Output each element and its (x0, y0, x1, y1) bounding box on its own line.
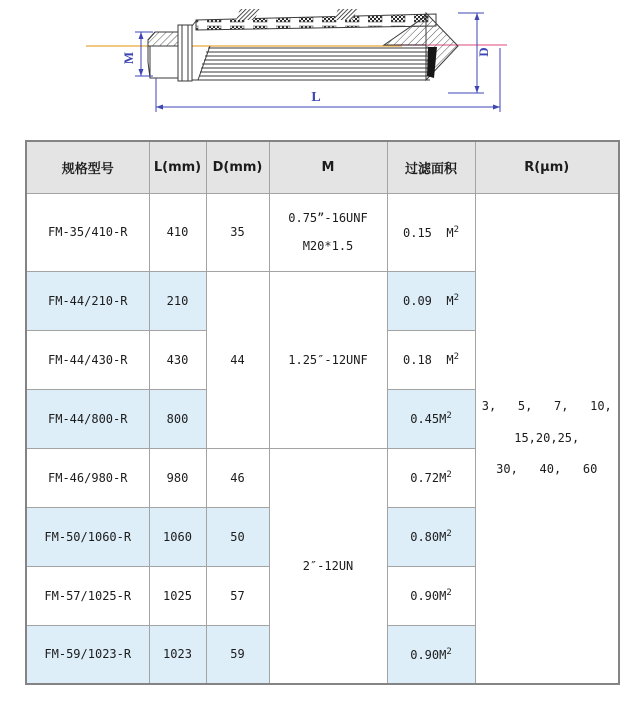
dim-label-l: L (311, 90, 321, 105)
l-cell: 800 (149, 389, 206, 448)
spec-table (25, 140, 620, 685)
dim-label-m: M (121, 51, 136, 65)
area-sup: 2 (446, 588, 452, 598)
area-sup: 2 (446, 529, 452, 539)
area-value: 0.15 M (403, 225, 454, 240)
m-cell-merged: 2″-12UN (269, 448, 387, 684)
area-value: 0.90M (410, 589, 447, 603)
l-cell: 1060 (149, 507, 206, 566)
dim-label-d: D (476, 47, 491, 57)
area-sup: 2 (453, 293, 459, 303)
l-cell: 980 (149, 448, 206, 507)
pleats (198, 46, 430, 80)
filter-cartridge-drawing (0, 0, 634, 138)
l-cell: 1025 (149, 566, 206, 625)
area-sup: 2 (446, 646, 452, 657)
d-cell: 50 (206, 507, 269, 566)
l-cell: 1023 (149, 625, 206, 684)
model-cell: FM-46/980-R (26, 448, 149, 507)
area-cell (387, 625, 475, 684)
header-model: 规格型号 (26, 141, 149, 193)
area-value: 0.45M (410, 412, 447, 426)
area-cell (387, 389, 475, 448)
area-sup: 2 (453, 352, 459, 362)
area-cell (387, 448, 475, 507)
r-line: 15,20,25, (514, 430, 580, 445)
perforated-band (196, 14, 436, 30)
d-cell-merged: 44 (206, 271, 269, 448)
dim-d (448, 13, 491, 93)
area-value: 0.09 M (403, 294, 454, 308)
d-cell: 35 (206, 193, 269, 271)
header-l: L(mm) (149, 141, 206, 193)
header-row (26, 141, 619, 193)
end-fitting (148, 21, 198, 81)
header-d: D(mm) (206, 141, 269, 193)
area-sup: 2 (446, 470, 452, 480)
m-cell (269, 193, 387, 271)
thread-spec: M20*1.5 (302, 239, 354, 253)
m-cell-merged: 1.25″-12UNF (269, 271, 387, 448)
filter-drawing-svg (0, 0, 634, 138)
r-line: 3, 5, 7, 10, (481, 399, 612, 414)
thread-spec: 0.75”-16UNF (288, 211, 368, 225)
r-values-cell (475, 193, 619, 684)
model-cell: FM-44/210-R (26, 271, 149, 330)
table-row (26, 193, 619, 271)
model-cell: FM-35/410-R (26, 193, 149, 271)
area-cell (387, 193, 475, 271)
model-cell: FM-50/1060-R (26, 507, 149, 566)
area-cell (387, 566, 475, 625)
d-cell: 57 (206, 566, 269, 625)
area-cell (387, 330, 475, 389)
area-cell (387, 507, 475, 566)
area-sup: 2 (446, 411, 452, 421)
model-cell: FM-44/430-R (26, 330, 149, 389)
l-cell: 210 (149, 271, 206, 330)
r-line: 30, 40, 60 (496, 461, 598, 476)
area-value: 0.90M (410, 647, 447, 662)
d-cell: 59 (206, 625, 269, 684)
cartridge-body (148, 9, 458, 81)
header-r: R(μm) (475, 141, 619, 193)
model-cell: FM-44/800-R (26, 389, 149, 448)
l-cell: 430 (149, 330, 206, 389)
area-sup: 2 (453, 224, 459, 235)
area-cell (387, 271, 475, 330)
l-cell: 410 (149, 193, 206, 271)
d-cell: 46 (206, 448, 269, 507)
area-value: 0.80M (410, 530, 447, 544)
area-value: 0.18 M (403, 353, 454, 367)
header-area: 过滤面积 (387, 141, 475, 193)
model-cell: FM-59/1023-R (26, 625, 149, 684)
header-m: M (269, 141, 387, 193)
model-cell: FM-57/1025-R (26, 566, 149, 625)
area-value: 0.72M (410, 471, 447, 485)
